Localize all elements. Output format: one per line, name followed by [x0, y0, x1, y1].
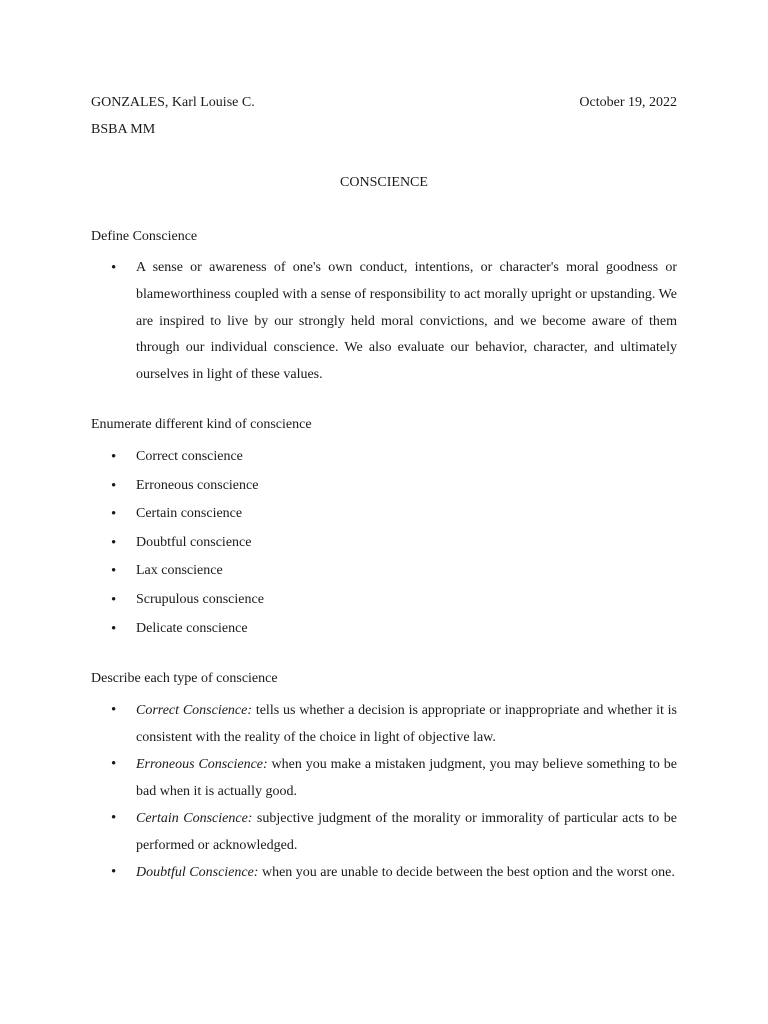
list-item [91, 751, 677, 805]
list-item: • Erroneous conscience [91, 472, 677, 501]
list-item: • Lax conscience [91, 557, 677, 586]
term-description: tells us whether a decision is appropriate or inappropriate and whether it is consistent with the reality of the choice in light of objective law. [136, 703, 677, 745]
section-heading: Define Conscience [91, 229, 198, 244]
list-item: • Delicate conscience [91, 615, 677, 644]
student-name: GONZALES, Karl Louise C. [91, 95, 255, 110]
term-description: when you make a mistaken judgment, you may believe something to be bad when it is actually good. [136, 757, 677, 799]
term-label: Erroneous Conscience: [136, 757, 268, 772]
section-define [91, 228, 677, 389]
term-description: when you are unable to decide between the best option and the worst one. [258, 865, 675, 880]
section-heading: Describe each type of conscience [91, 671, 278, 686]
list-item: • A sense or awareness of one's own conduct, intentions, or character's moral goodness or blameworthiness coupled with a sense of responsibility to act morally upright or upstanding. We are inspired to live by our strongly held moral convictions, and we become aware of them through our individual conscience. We also evaluate our behavior, character, and ultimately ourselves in light of these values. [91, 255, 677, 389]
term-label: Doubtful Conscience: [136, 865, 259, 880]
list-item: • Correct conscience [91, 443, 677, 472]
bullet-list [91, 255, 677, 389]
section-heading: Enumerate different kind of conscience [91, 417, 312, 432]
list-item [91, 697, 677, 751]
bullet-list [91, 697, 677, 886]
list-item [91, 859, 677, 886]
section-enumerate [91, 416, 677, 643]
student-program: BSBA MM [91, 122, 156, 137]
list-item: • Doubtful conscience [91, 529, 677, 558]
page-title: CONSCIENCE [340, 175, 428, 190]
document-date: October 19, 2022 [579, 95, 677, 110]
term-label: Certain Conscience: [136, 811, 253, 826]
header-row [91, 94, 677, 111]
list-item: • Certain conscience [91, 500, 677, 529]
bullet-list [91, 443, 677, 643]
section-describe [91, 670, 677, 886]
list-item [91, 805, 677, 859]
term-label: Correct Conscience: [136, 703, 253, 718]
term-description: subjective judgment of the morality or immorality of particular acts to be performed or acknowledged. [136, 811, 677, 853]
list-item: • Scrupulous conscience [91, 586, 677, 615]
